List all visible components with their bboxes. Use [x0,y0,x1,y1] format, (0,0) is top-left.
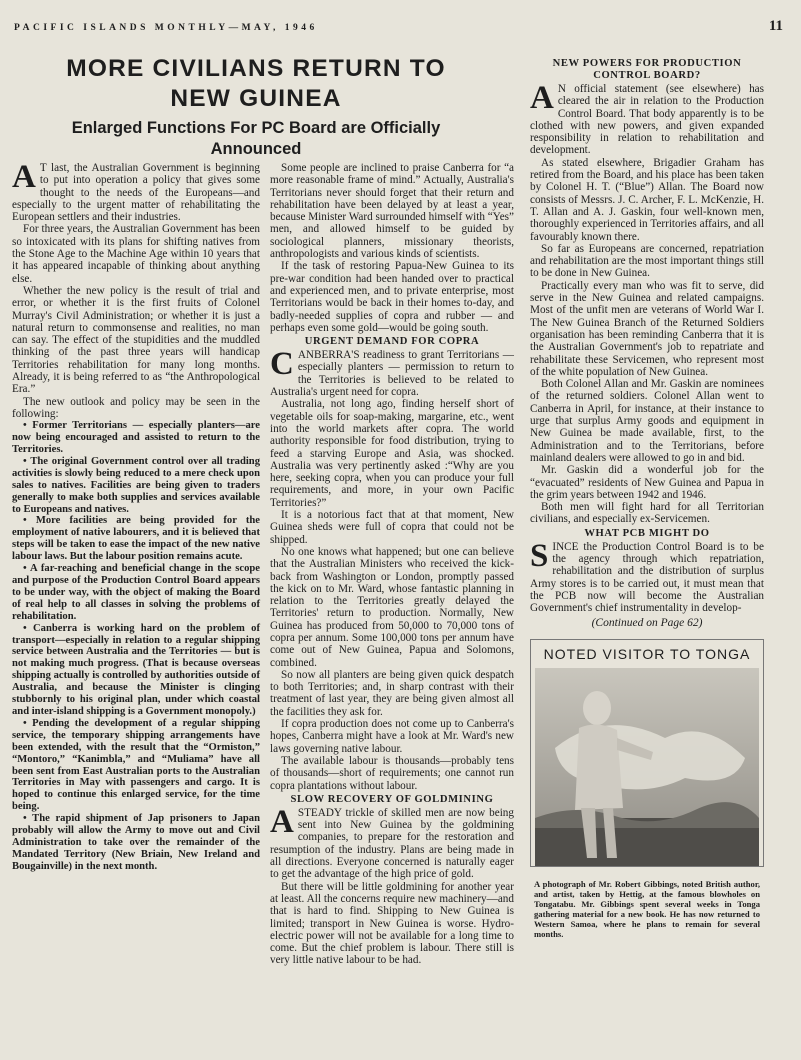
subheadline [26,118,486,160]
paragraph: Both Colonel Allan and Mr. Gaskin are nominees of the returned soldiers. Colonel Allan went to Canberra in April, for instance, at their instance to urge that surplus Army goods and equipment in New Guinea be made available, first, to the Administration and to the Territorians, before mainland dealers were allowed to go in and bid. [530,378,764,464]
section-heading [530,58,764,82]
paragraph [270,346,514,399]
paragraph [270,803,514,881]
section-heading: URGENT DEMAND FOR COPRA [304,336,480,348]
paragraph [12,159,260,224]
photograph [535,668,759,866]
section-heading: WHAT PCB MIGHT DO [584,527,710,539]
bullet-paragraph: • Pending the development of a regular shipping service, the temporary shipping arrangements have been extended, with the result that the “Ormiston,” “Montoro,” “Kanimbla,” and “Muliama” have all been sent from East Australian ports to the Australian Territories in May with passengers and cargo. It is hoped to continue this enlarged service, for the time being. [12,717,260,813]
headline-line-1: MORE CIVILIANS RETURN TO [66,55,446,82]
paragraph: Mr. Gaskin did a wonderful job for the “evacuated” residents of New Guinea and Papua in the grim years between 1942 and 1946. [530,464,764,501]
section-heading-line: NEW POWERS FOR PRODUCTION [552,58,742,69]
section-heading: SLOW RECOVERY OF GOLDMINING [290,793,494,805]
headline-block [26,54,486,160]
subheadline-line-1: Enlarged Functions For PC Board are Officially [71,119,441,137]
bullet-paragraph: • More facilities are being provided for the employment of native labourers, and it is believed that steps will be taken to ease the impact of the new native labour laws. But the labour position remains acute. [12,515,260,563]
continued-note: (Continued on Page 62) [591,617,703,630]
headline [26,54,486,114]
drop-cap: C [270,346,294,383]
column-2 [270,38,514,967]
photo-caption: A photograph of Mr. Robert Gibbings, noted British author, and artist, taken by Hettig, at the famous blowholes on Tongatabu. Mr. Gibbings spent several weeks in Tonga gathering material for a new book. He has now returned to Western Samoa, where he plans to remain for several months. [534,879,760,940]
drop-cap: A [270,803,294,840]
paragraph: The new outlook and policy may be seen in the following: [12,395,260,420]
paragraph: Both men will fight hard for all Territorian civilians, and especially ex-Servicemen. [530,501,764,526]
page-number: 11 [768,18,783,34]
drop-cap: S [530,537,549,574]
paragraph: Whether the new policy is the result of trial and error, or whether it is the first fruits of Colonel Murray's Civil Administration; or whether it is just a natural return to commonsense and realities, no man can say. The effect of the stupidities and the muddled thinking of the past three years will handicap Territories rehabilitation for many long months. Already, it is being referred to as “the Anthropological Era.” [12,284,260,396]
bullet-paragraph: • The original Government control over all trading activities is slowly being reduced to a mere check upon sales to natives. Facilities are being given to traders generally to make both supplies and services available to Europeans and natives. [12,455,260,515]
paragraph: It is a notorious fact that at that moment, New Guinea sheds were full of copra that could not be shipped. [270,509,514,546]
paragraph: Some people are inclined to praise Canberra for “a more reasonable frame of mind.” Actually, Australia's Territorians never should forget that their return and rehabilitation have been delayed by at least a year, because Minister Ward surrounded himself with “Yes” men, and allowed himself to be guided by sociological planners, missionary theorists, anthropologists and various kinds of scientists. [270,162,514,261]
paragraph: If copra production does not come up to Canberra's hopes, Canberra might have a look at Mr. Ward's new laws governing native labour. [270,718,514,755]
bullet-paragraph: • The rapid shipment of Jap prisoners to Japan probably will allow the Army to move out and Civil Administration to take over the remainder of the Mandated Territory (New Briain, New Ireland and Bougainville) in the next month. [12,813,260,872]
paragraph-text: N official statement (see elsewhere) has cleared the air in relation to the Production Control Board. That body apparently is to be clothed with new powers, and given expanded responsibility in relation to rehabilitation and development. [530,83,764,157]
paragraph: So now all planters are being given quick despatch to both Territories; and, in sharp contrast with their treatment of last year, they are being given almost all the facilities they ask for. [270,668,514,718]
paragraph: As stated elsewhere, Brigadier Graham has retired from the Board, and his place has been taken by Colonel H. T. (“Blue”) Allan. The Board now consists of Messrs. J. C. Archer, F. L. McKenzie, H. T. Allan and A. J. Gaskin, four well-known men, thoroughly experienced in Territories affairs, and all favourably known there. [530,156,764,243]
paragraph [530,80,764,157]
paragraph [530,537,764,615]
running-head-title: PACIFIC ISLANDS MONTHLY—MAY, 1946 [14,23,318,33]
running-head [12,18,789,34]
column-1 [12,38,260,967]
paragraph: Practically every man who was fit to serve, did serve in the New Guinea and related campaigns. Most of the unfit men are veterans of World War I. The New Guinea Branch of the Returned Soldiers organisation has been reminding Canberra that it is the Australian Government's job to repatriate and rehabilitate these Servicemen, who represent most of the white population of New Guinea. [530,279,764,378]
paragraph: If the task of restoring Papua-New Guinea to its pre-war condition had been handed over to practical and experienced men, and to private enterprise, most Territorians would be back in their homes to-day, and badly-needed supplies of copra and rubber — and perhaps even some gold—would be going south. [270,260,514,334]
section-heading-line: CONTROL BOARD? [593,70,701,81]
paragraph-text: STEADY trickle of skilled men are now being sent into New Guinea by the goldmining companies, to prepare for the restoration and resumption of the industry. Plans are being made in all directions. Everyone concerned is naturally eager to get the advantage of the high price of gold. [270,806,514,881]
paragraph-text: T last, the Australian Government is beginning to put into operation a policy that gives some thought to the needs of the Europeans—and especially to the urgent matter of rehabilitating the European settlers and their industries. [12,162,260,224]
photo-box [530,639,764,867]
drop-cap: A [530,80,554,116]
paragraph: So far as Europeans are concerned, repatriation and rehabilitation are the most important things still to be done in New Guinea. [530,242,764,280]
article-columns [12,38,789,967]
drop-cap: A [12,159,36,195]
photo-title: NOTED VISITOR TO TONGA [543,646,751,663]
paragraph-text: ANBERRA'S readiness to grant Territorians — especially planters — permission to return to the Territories is believed to be related to Australia's urgent need for copra. [270,349,514,399]
headline-line-2: NEW GUINEA [170,85,342,112]
paragraph: The available labour is thousands—probably tens of thousands—short of requirements; one cannot run copra plantations without labour. [270,754,514,792]
paragraph: No one knows what happened; but one can believe that the Australian Ministers who received the kick-back from Washington or London, promptly passed the kick on to Mr. Ward, whose fantastic planning in relation to the Territories greatly delayed the Territories' return to production. Normally, New Guinea has produced from 50,000 to 70,000 tons of copra per annum. Some 100,000 tons per annum have come out of New Guinea, Papua and Solomons, combined. [270,545,514,669]
subheadline-line-2: Announced [210,140,302,158]
paragraph-text: INCE the Production Control Board is to be the agency through which repatriation, rehabilitation and the distribution of surplus Army stores is to be carried out, it must mean that the PCB now will become the Australian Government's chief instrumentality in develop- [530,540,764,615]
column-3 [530,38,764,967]
paragraph: Australia, not long ago, finding herself short of vegetable oils for soap-making, margarine, etc., went into the world markets after copra. The world authority responsible for food distribution, trying to feed a starving Europe and Asia, was shocked. Australia was very pertinently asked :“Why are you here, seeking copra, when you can produce your full requirements, and more, in your own Pacific Territories?” [270,398,514,509]
bullet-paragraph: • Canberra is working hard on the problem of transport—especially in relation to a regular shipping service between Australia and the Territories — but is not making much progress. (That is because overseas shipping actually is controlled by authorities outside of Australia, and because the Minister is clinging stubbornly to his original plan, under which coastal and inter-island shipping is a Government monopoly.) [12,622,260,717]
paragraph: But there will be little goldmining for another year at least. All the concerns require new machinery—and that is hard to find. Shipping to New Guinea is limited; transport in New Guinea is worse. Hydro-electric power will not be available for a long time to come. But the chief problem is labour. There still is very little native labour to be had. [270,880,514,967]
bullet-paragraph: • Former Territorians — especially planters—are now being encouraged and assisted to return to the Territories. [12,420,260,456]
paragraph: For three years, the Australian Government has been so intoxicated with its plans for shifting natives from the Stone Age to the Machine Age within 10 years that it has appeared incapable of thinking about anything else. [12,223,260,285]
bullet-paragraph: • A far-reaching and beneficial change in the scope and purpose of the Production Control Board appears to be under way, with the object of making the Board of real help to all classes in solving the problems of rehabilitation. [12,563,260,622]
